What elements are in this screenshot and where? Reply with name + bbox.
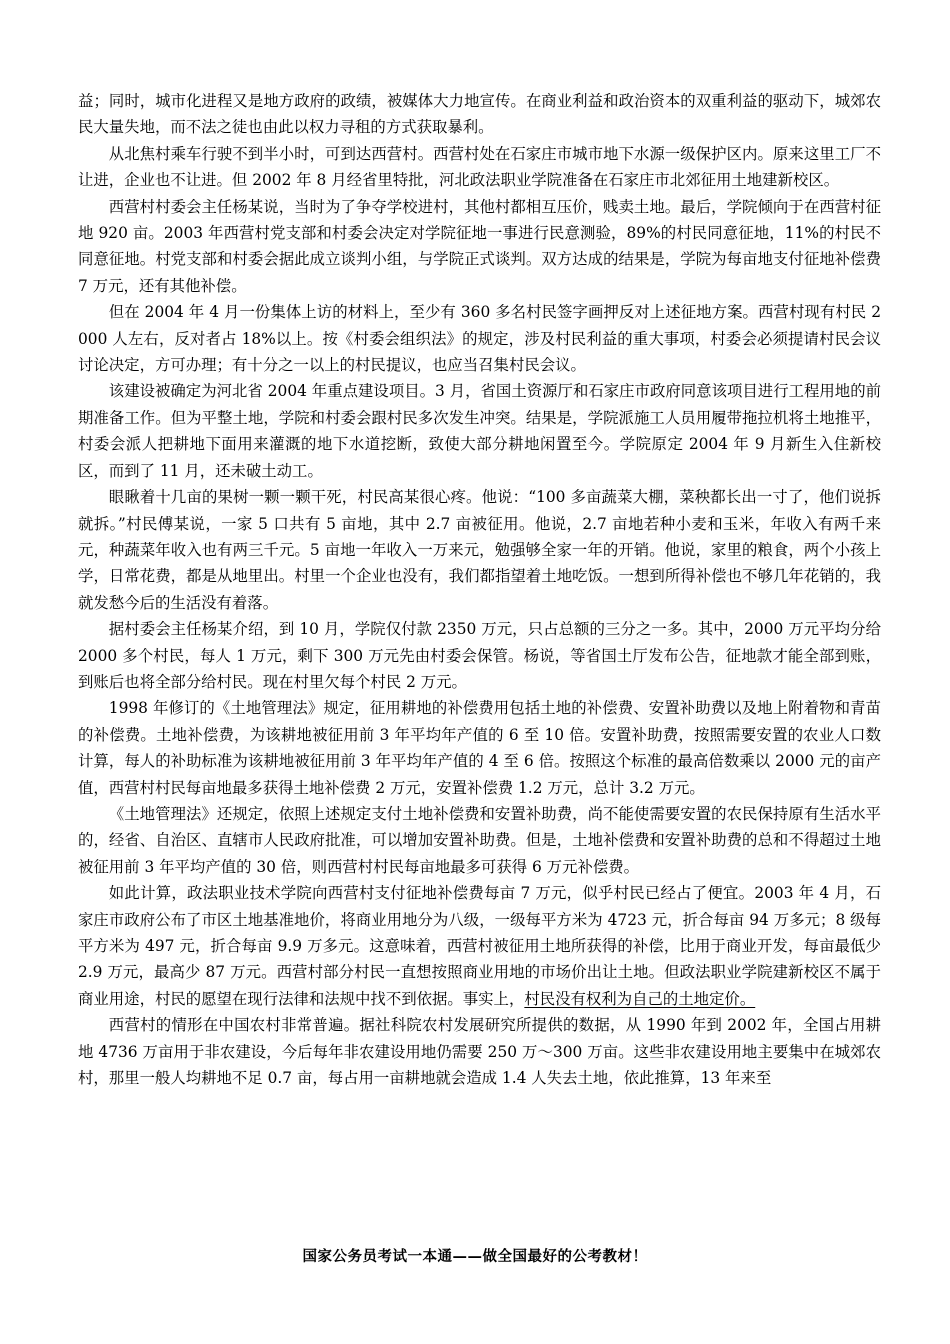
page-footer: 国家公务员考试一本通——做全国最好的公考教材！ [302, 1249, 648, 1265]
paragraph-8: 1998 年修订的《土地管理法》规定，征用耕地的补偿费用包括土地的补偿费、安置补助费以及地上附着物和青苗的补偿费。土地补偿费，为该耕地被征用前 3 年平均年产值的 6 至 10 倍。安置补助费，按照需要安置的农业人口数计算，每人的补助标准为该耕地被征用前 3 年平均年产值的 4 至 6 倍。按照这个标准的最高倍数乘以 2000 元的亩产值，西营村村民每亩地最多获得土地补偿费 2 万元，安置补偿费 1.2 万元，总计 3.2 万元。 [78, 699, 881, 797]
paragraph-3: 西营村村委会主任杨某说，当时为了争夺学校进村，其他村都相互压价，贱卖土地。最后，学院倾向于在西营村征地 920 亩。2003 年西营村党支部和村委会决定对学院征地一事进行民意测验，89%的村民同意征地，11%的村民不同意征地。村党支部和村委会据此成立谈判小组，与学院正式谈判。双方达成的结果是，学院为每亩地支付征地补偿费 7 万元，还有其他补偿。 [78, 197, 881, 295]
paragraph-9: 《土地管理法》还规定，依照上述规定支付土地补偿费和安置补助费，尚不能使需要安置的农民保持原有生活水平的，经省、自治区、直辖市人民政府批准，可以增加安置补助费。但是，土地补偿费和安置补助费的总和不得超过土地被征用前 3 年平均产值的 30 倍，则西营村村民每亩地最多可获得 6 万元补偿费。 [78, 804, 881, 876]
document-body [78, 88, 881, 1091]
paragraph-11: 西营村的情形在中国农村非常普遍。据社科院农村发展研究所提供的数据，从 1990 年到 2002 年，全国占用耕地 4736 万亩用于非农建设，今后每年非农建设用地仍需要 250 万～300 万亩。这些非农建设用地主要集中在城郊农村，那里一般人均耕地不足 0.7 亩，每占用一亩耕地就会造成 1.4 人失去土地，依此推算，13 年来至 [78, 1016, 881, 1088]
paragraph-5: 该建设被确定为河北省 2004 年重点建设项目。3 月，省国土资源厅和石家庄市政府同意该项目进行工程用地的前期准备工作。但为平整土地，学院和村委会跟村民多次发生冲突。结果是，学院派施工人员用履带拖拉机将土地推平，村委会派人把耕地下面用来灌溉的地下水道挖断，致使大部分耕地闲置至今。学院原定 2004 年 9 月新生入住新校区，而到了 11 月，还未破土动工。 [78, 382, 881, 480]
paragraph-7: 据村委会主任杨某介绍，到 10 月，学院仅付款 2350 万元，只占总额的三分之一多。其中，2000 万元平均分给 2000 多个村民，每人 1 万元，剩下 300 万元先由村委会保管。杨说，等省国土厅发布公告，征地款才能全部到账，到账后也将全部分给村民。现在村里欠每个村民 2 万元。 [78, 620, 881, 691]
paragraph-10 [78, 880, 881, 1012]
paragraph-10-text: 如此计算，政法职业技术学院向西营村支付征地补偿费每亩 7 万元，似乎村民已经占了便宜。2003 年 4 月，石家庄市政府公布了市区土地基准地价，将商业用地分为八级，一级每平方米为 4723 元，折合每亩 94 万多元；8 级每平方米为 497 元，折合每亩 9.9 万多元。这意味着，西营村被征用土地所获得的补偿，比用于商业开发，每亩最低少 2.9 万元，最高少 87 万元。西营村部分村民一直想按照商业用地的市场价出让土地。但政法职业学院建新校区不属于商业用途，村民的愿望在现行法律和法规中找不到依据。事实上， [78, 884, 881, 1008]
paragraph-4: 但在 2004 年 4 月一份集体上访的材料上，至少有 360 多名村民签字画押反对上述征地方案。西营村现有村民 2000 人左右，反对者占 18%以上。按《村委会组织法》的规定，涉及村民利益的重大事项，村委会必须提请村民会议讨论决定，方可办理；有十分之一以上的村民提议，也应当召集村民会议。 [78, 303, 881, 375]
underlined-conclusion: 村民没有权利为自己的土地定价。 [524, 989, 756, 1008]
paragraph-2: 从北焦村乘车行驶不到半小时，可到达西营村。西营村处在石家庄市城市地下水源一级保护区内。原来这里工厂不让进，企业也不让进。但 2002 年 8 月经省里特批，河北政法职业学院准备在石家庄市北郊征用土地建新校区。 [78, 144, 881, 190]
paragraph-1: 益；同时，城市化进程又是地方政府的政绩，被媒体大力地宣传。在商业利益和政治资本的双重利益的驱动下，城郊农民大量失地，而不法之徒也由此以权力寻租的方式获取暴利。 [78, 92, 881, 137]
paragraph-6: 眼瞅着十几亩的果树一颗一颗干死，村民高某很心疼。他说：“100 多亩蔬菜大棚，菜秧都长出一寸了，他们说拆就拆。”村民傅某说，一家 5 口共有 5 亩地，其中 2.7 亩被征用。他说，2.7 亩地若种小麦和玉米，年收入有两千来元，种蔬菜年收入也有两三千元。5 亩地一年收入一万来元，勉强够全家一年的开销。他说，家里的粮食，两个小孩上学，日常花费，都是从地里出。村里一个企业也没有，我们都指望着土地吃饭。一想到所得补偿也不够几年花销的，我就发愁今后的生活没有着落。 [78, 488, 881, 612]
